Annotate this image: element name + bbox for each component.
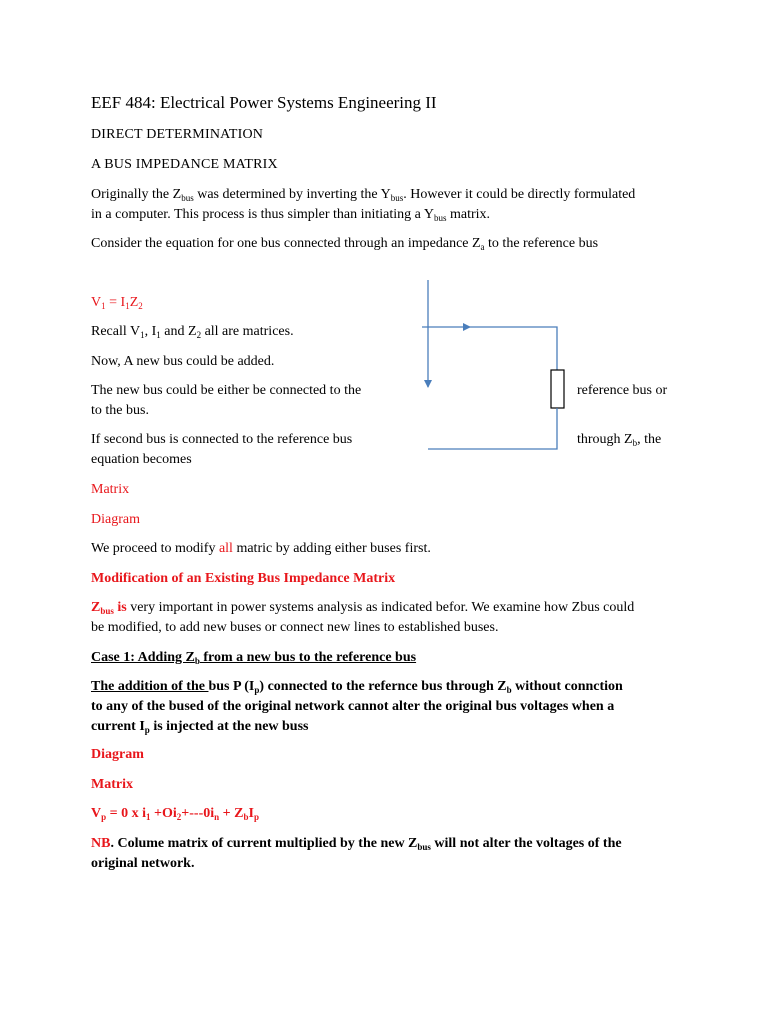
paragraph-consider: Consider the equation for one bus connected through an impedance $Z_a$ to the reference bus xyxy=(91,236,599,252)
equation-v1: $V_1 = I_1Z_2$ xyxy=(91,295,143,311)
impedance-resistor xyxy=(551,370,564,408)
heading-bus-impedance-matrix: A BUS IMPEDANCE MATRIX xyxy=(91,157,278,172)
paragraph-second-line1: If second bus is connected to the reference bus xyxy=(91,432,353,447)
paragraph-proceed: We proceed to modify all matric by adding either buses first. xyxy=(91,541,431,556)
paragraph-addition-line2: to any of the bused of the original network cannot alter the original bus voltages when a xyxy=(91,699,615,714)
paragraph-newbus-line1: The new bus could be either be connected to the xyxy=(91,383,362,398)
paragraph-second-line2: equation becomes xyxy=(91,452,192,467)
paragraph-newbus-line2: to the bus. xyxy=(91,403,149,418)
paragraph-originally-line1: Originally the $Z_{bus}$ was determined by inverting the $Y_{bus}$. However it could be directly formulated xyxy=(91,187,636,203)
label-matrix-1: Matrix xyxy=(91,482,130,497)
paragraph-zbus-line1: $Z_{bus}$ is very important in power systems analysis as indicated befor. We examine how Zbus could xyxy=(91,600,635,616)
paragraph-nb-line2: original network. xyxy=(91,856,195,871)
wire-bottom xyxy=(428,408,557,449)
heading-direct-determination: DIRECT DETERMINATION xyxy=(91,127,264,142)
paragraph-now: Now, A new bus could be added. xyxy=(91,354,275,369)
label-diagram-1: Diagram xyxy=(91,512,140,527)
paragraph-recall: Recall $V_1$, $I_1$ and $Z_2$ all are matrices. xyxy=(91,324,294,340)
paragraph-originally-line2: in a computer. This process is thus simpler than initiating a $Y_{bus}$ matrix. xyxy=(91,207,491,223)
paragraph-addition-line3: current $I_p$ is injected at the new buss xyxy=(91,719,309,735)
paragraph-addition-line1: The addition of the bus P $(I_p)$ connected to the refernce bus through $Z_b$ without connction xyxy=(91,679,623,695)
case1-heading: Case 1: Adding $Z_b$ from a new bus to the reference bus xyxy=(91,650,417,666)
equation-vp: $V_p = 0$ x $i_1 +Oi_2+---0i_n + Z_bI_p$ xyxy=(91,806,259,822)
paragraph-second-line1-right: through $Z_b$, the xyxy=(577,432,662,448)
paragraph-newbus-line1-right: reference bus or xyxy=(577,383,668,398)
label-diagram-2: Diagram xyxy=(91,747,144,762)
paragraph-zbus-line2: be modified, to add new buses or connect new lines to established buses. xyxy=(91,620,499,635)
label-matrix-2: Matrix xyxy=(91,777,133,792)
section-heading-modification: Modification of an Existing Bus Impedance Matrix xyxy=(91,571,396,586)
document-title: EEF 484: Electrical Power Systems Engineering II xyxy=(91,93,437,112)
paragraph-nb-line1: NB. Colume matrix of current multiplied by the new $Z_{bus}$ will not alter the voltages of the xyxy=(91,836,622,852)
wire-top xyxy=(470,327,557,370)
